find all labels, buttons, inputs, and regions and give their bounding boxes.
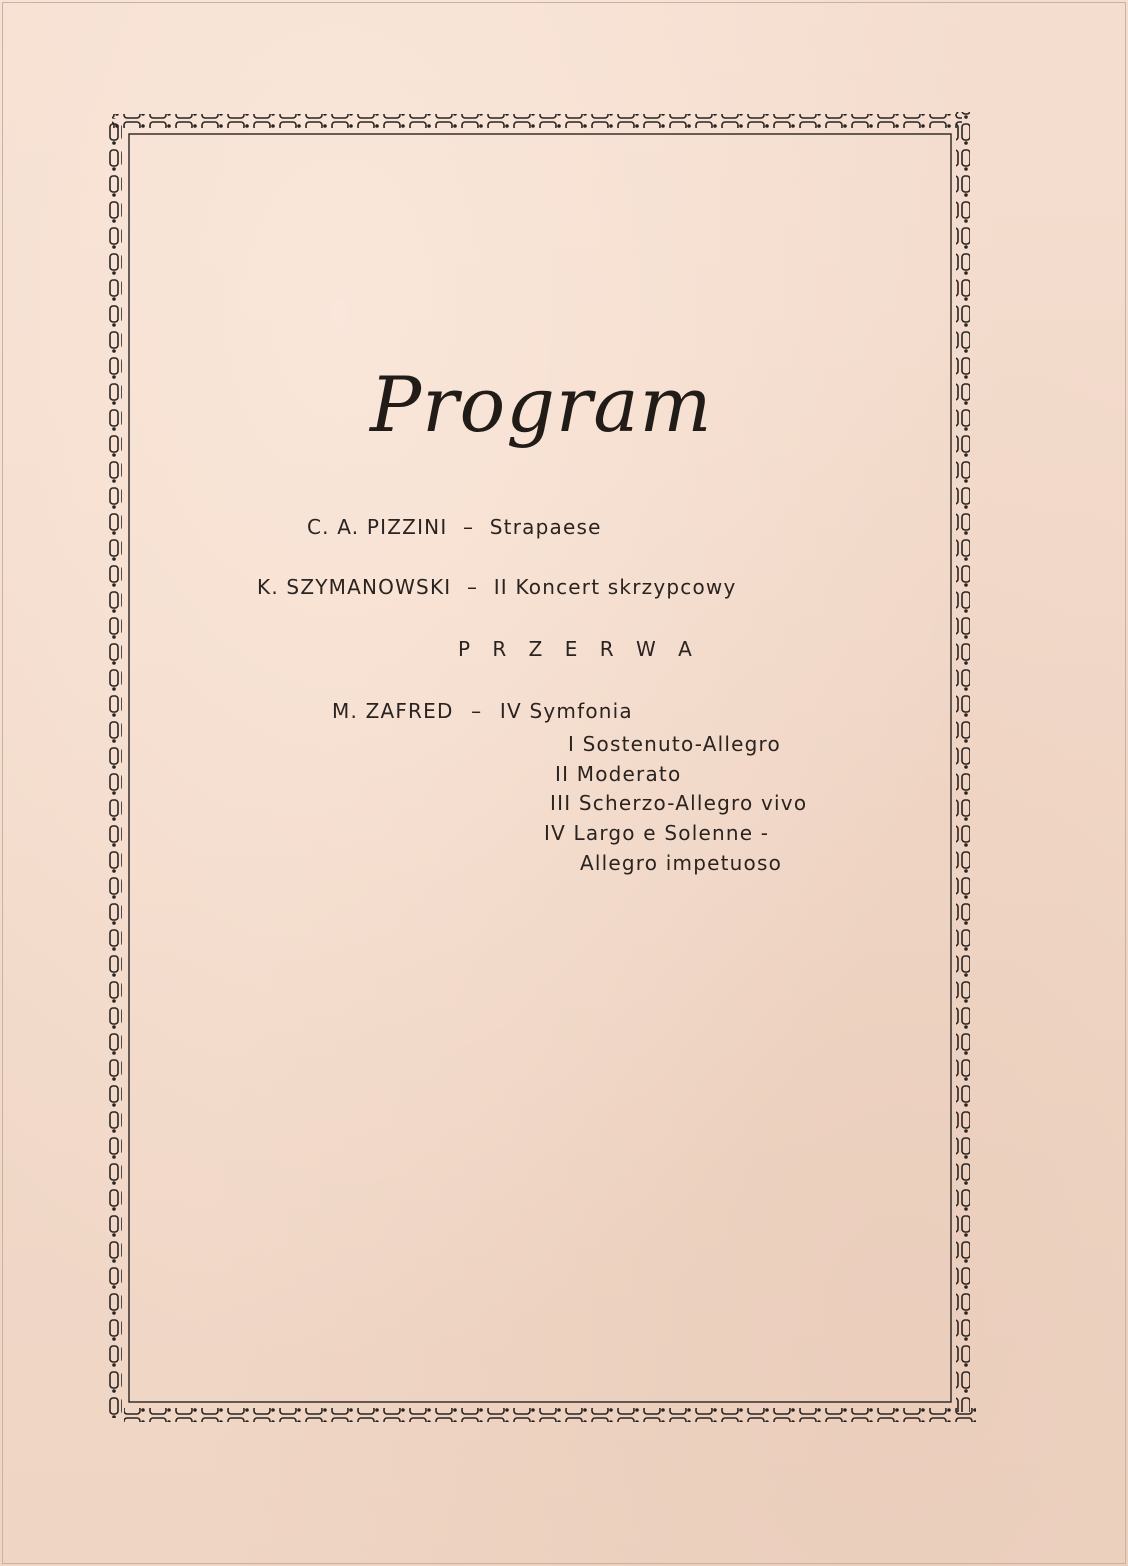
border-left bbox=[108, 118, 122, 1418]
movement-3: III Scherzo-Allegro vivo bbox=[550, 791, 808, 815]
composer-name: K. SZYMANOWSKI bbox=[257, 575, 452, 599]
border-top bbox=[112, 114, 962, 128]
movement-2: II Moderato bbox=[555, 762, 682, 786]
dash: – bbox=[471, 699, 483, 723]
border-bottom bbox=[124, 1408, 976, 1422]
movement-4-continued: Allegro impetuoso bbox=[580, 851, 783, 875]
dash: – bbox=[463, 515, 475, 539]
program-item-zafred bbox=[332, 698, 633, 724]
work-title: Strapaese bbox=[489, 515, 602, 539]
composer-name: M. ZAFRED bbox=[332, 699, 454, 723]
dash: – bbox=[466, 575, 479, 599]
movement-1: I Sostenuto-Allegro bbox=[568, 732, 781, 756]
composer-name: C. A. PIZZINI bbox=[307, 515, 448, 539]
program-item-pizzini bbox=[307, 514, 602, 540]
page-title: Program bbox=[370, 360, 713, 449]
work-title: IV Symfonia bbox=[499, 699, 633, 723]
movement-4: IV Largo e Solenne - bbox=[544, 821, 770, 845]
inner-frame-line bbox=[129, 134, 951, 1402]
border-right bbox=[956, 112, 970, 1412]
intermission-label: P R Z E R W A bbox=[458, 637, 700, 661]
program-item-szymanowski bbox=[257, 574, 737, 600]
work-title: II Koncert skrzypcowy bbox=[493, 575, 737, 599]
